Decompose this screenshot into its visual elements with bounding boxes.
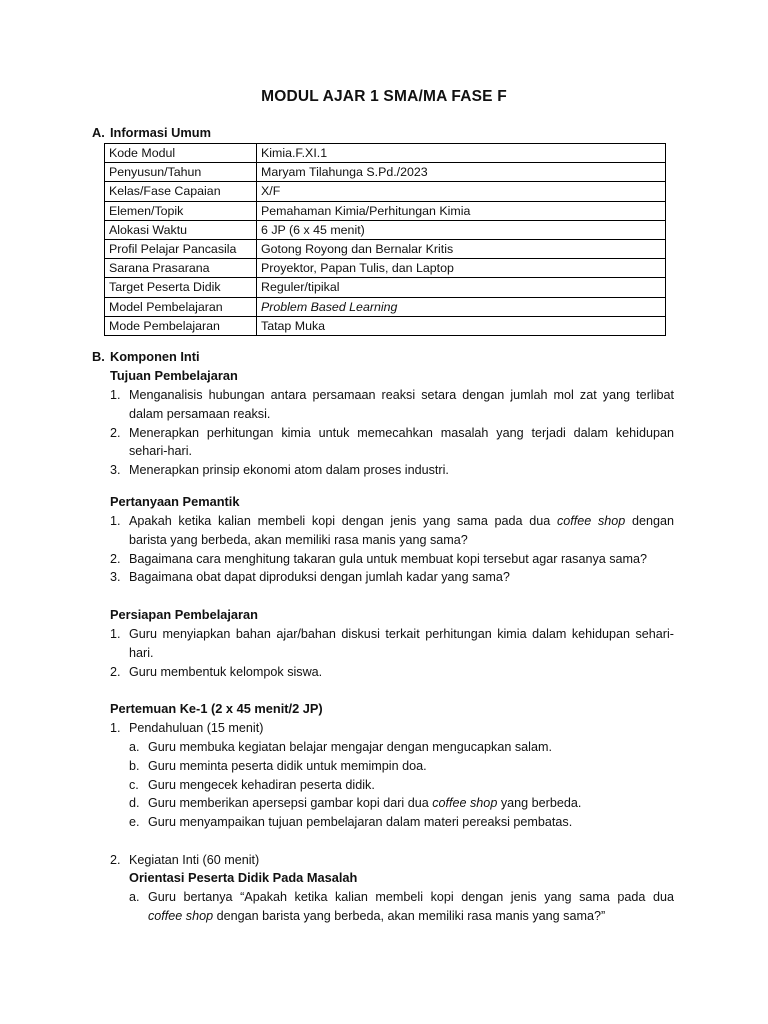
orientasi-heading: Orientasi Peserta Didik Pada Masalah xyxy=(129,870,358,885)
item-letter: a. xyxy=(129,740,140,754)
section-a-label: A. xyxy=(92,125,105,140)
table-value: 6 JP (6 x 45 menit) xyxy=(257,220,666,239)
item-text: Menganalisis hubungan antara persamaan reaksi setara dengan jumlah mol zat yang terlibat xyxy=(129,388,674,402)
list-item xyxy=(110,663,674,682)
item-text: Menerapkan perhitungan kimia untuk memecahkan masalah yang terjadi dalam kehidupan xyxy=(129,425,674,440)
table-key: Model Pembelajaran xyxy=(105,297,257,316)
table-row xyxy=(105,163,666,182)
list-item xyxy=(110,550,674,569)
list-item xyxy=(129,813,674,832)
item-text: Guru membentuk kelompok siswa. xyxy=(129,664,323,679)
table-key: Penyusun/Tahun xyxy=(105,163,257,182)
table-key: Kelas/Fase Capaian xyxy=(105,182,257,201)
item-number: 2. xyxy=(110,853,121,867)
pertemuan-list xyxy=(110,719,674,738)
item-number: 1. xyxy=(110,627,121,641)
list-item xyxy=(110,568,674,587)
table-row xyxy=(105,297,666,316)
table-key: Elemen/Topik xyxy=(105,201,257,220)
list-item xyxy=(129,794,674,813)
item-text: Bagaimana obat dapat diproduksi dengan jumlah kadar yang sama? xyxy=(129,570,510,585)
list-item xyxy=(110,719,674,738)
item-text: Guru meminta peserta didik untuk memimpin doa. xyxy=(148,758,427,773)
persiapan-list xyxy=(110,625,674,681)
table-key: Target Peserta Didik xyxy=(105,278,257,297)
table-value: Problem Based Learning xyxy=(257,297,666,316)
item-text xyxy=(148,794,674,813)
item-text: Menerapkan prinsip ekonomi atom dalam proses industri. xyxy=(129,463,449,478)
item-text xyxy=(129,512,674,531)
item-number: 3. xyxy=(110,570,121,585)
pemantik-list xyxy=(110,512,674,587)
pemantik-heading: Pertanyaan Pemantik xyxy=(110,494,240,509)
item-text-part: yang berbeda. xyxy=(500,796,582,811)
list-item xyxy=(129,738,674,757)
persiapan-heading: Persiapan Pembelajaran xyxy=(110,607,258,622)
item-text-cont: dalam persamaan reaksi. xyxy=(129,406,271,421)
table-row xyxy=(105,316,666,335)
item-text: Guru membuka kegiatan belajar mengajar dengan mengucapkan salam. xyxy=(148,740,552,754)
item-text-cont: hari. xyxy=(129,645,154,660)
list-item xyxy=(110,461,674,480)
item-letter: a. xyxy=(129,890,140,904)
item-number: 1. xyxy=(110,721,121,735)
tujuan-heading: Tujuan Pembelajaran xyxy=(110,368,238,383)
item-text-part: dengan barista yang berbeda, akan memiliki rasa manis yang sama?” xyxy=(216,908,606,923)
item-letter: c. xyxy=(129,777,139,792)
item-text: Guru menyiapkan bahan ajar/bahan diskusi terkait perhitungan kimia dalam kehidupan sehari- xyxy=(129,627,674,641)
item-text-part: dengan xyxy=(631,514,675,528)
item-text-italic: coffee shop xyxy=(432,796,498,811)
orientasi-list xyxy=(129,888,674,926)
list-item xyxy=(129,888,674,926)
table-row xyxy=(105,182,666,201)
table-row xyxy=(105,259,666,278)
item-text-cont: barista yang berbeda, akan memiliki rasa manis yang sama? xyxy=(129,532,468,547)
item-number: 2. xyxy=(110,425,121,440)
item-text: Guru mengecek kehadiran peserta didik. xyxy=(148,777,375,792)
table-row xyxy=(105,239,666,258)
section-b-heading xyxy=(92,349,200,364)
item-number: 2. xyxy=(110,664,121,679)
table-value: Gotong Royong dan Bernalar Kritis xyxy=(257,239,666,258)
document-title: MODUL AJAR 1 SMA/MA FASE F xyxy=(261,88,507,105)
item-text-italic: coffee shop xyxy=(148,908,214,923)
table-key: Alokasi Waktu xyxy=(105,220,257,239)
item-number: 1. xyxy=(110,388,121,402)
table-value: Reguler/tipikal xyxy=(257,278,666,297)
list-item xyxy=(110,386,674,424)
table-value: Kimia.F.XI.1 xyxy=(257,144,666,163)
item-text-cont xyxy=(148,907,674,926)
item-letter: e. xyxy=(129,815,140,830)
item-text-cont: sehari-hari. xyxy=(129,444,192,459)
item-number: 3. xyxy=(110,463,121,478)
item-text-italic: coffee shop xyxy=(556,514,626,528)
table-value: Tatap Muka xyxy=(257,316,666,335)
list-item xyxy=(110,851,674,870)
list-item xyxy=(110,512,674,550)
pendahuluan-steps xyxy=(129,738,674,832)
table-key: Sarana Prasarana xyxy=(105,259,257,278)
table-row xyxy=(105,220,666,239)
item-number: 2. xyxy=(110,551,121,566)
section-b-label: B. xyxy=(92,349,105,364)
pertemuan-heading: Pertemuan Ke-1 (2 x 45 menit/2 JP) xyxy=(110,701,323,716)
item-text-part: Apakah ketika kalian membeli kopi dengan jenis yang sama pada dua xyxy=(129,514,551,528)
list-item xyxy=(110,625,674,663)
table-row xyxy=(105,144,666,163)
item-text: Guru menyampaikan tujuan pembelajaran dalam materi pereaksi pembatas. xyxy=(148,815,573,830)
section-a-heading xyxy=(92,125,211,140)
table-key: Kode Modul xyxy=(105,144,257,163)
list-item xyxy=(129,757,674,776)
table-key: Profil Pelajar Pancasila xyxy=(105,239,257,258)
section-a-title: Informasi Umum xyxy=(110,125,211,140)
item-text-part: Guru memberikan apersepsi gambar kopi dari dua xyxy=(148,796,429,811)
inti-list xyxy=(110,851,674,870)
inti-label: Kegiatan Inti (60 menit) xyxy=(129,853,260,867)
table-row xyxy=(105,278,666,297)
item-letter: d. xyxy=(129,796,140,811)
table-value: Pemahaman Kimia/Perhitungan Kimia xyxy=(257,201,666,220)
table-value: Proyektor, Papan Tulis, dan Laptop xyxy=(257,259,666,278)
table-key: Mode Pembelajaran xyxy=(105,316,257,335)
item-text: Bagaimana cara menghitung takaran gula untuk membuat kopi tersebut agar rasanya sama? xyxy=(129,551,648,566)
item-number: 1. xyxy=(110,514,121,528)
tujuan-list xyxy=(110,386,674,480)
list-item xyxy=(110,424,674,462)
pendahuluan-label: Pendahuluan (15 menit) xyxy=(129,721,264,735)
section-b-title: Komponen Inti xyxy=(110,349,200,364)
info-table xyxy=(104,143,666,336)
table-value: Maryam Tilahunga S.Pd./2023 xyxy=(257,163,666,182)
item-text: Guru bertanya “Apakah ketika kalian membeli kopi dengan jenis yang sama pada dua xyxy=(148,890,674,904)
table-row xyxy=(105,201,666,220)
item-letter: b. xyxy=(129,758,140,773)
list-item xyxy=(129,776,674,795)
table-value: X/F xyxy=(257,182,666,201)
